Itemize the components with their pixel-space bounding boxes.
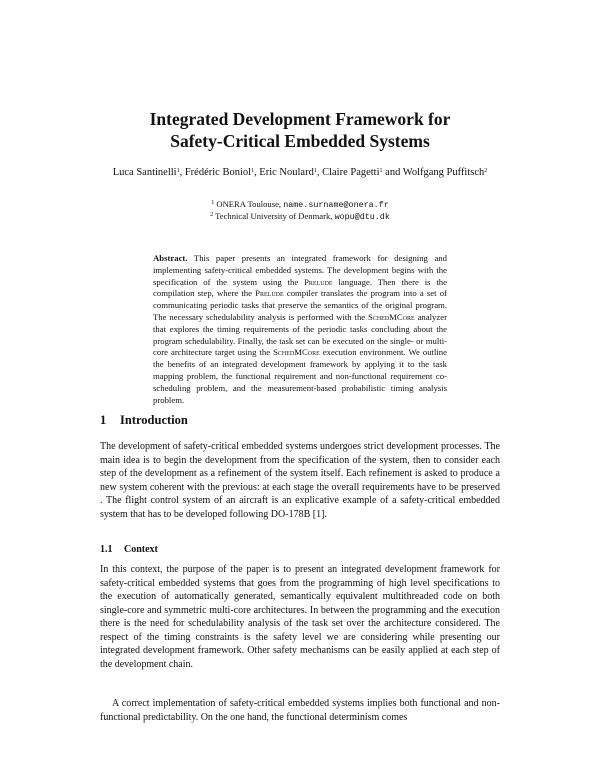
author-puffitsch-affil: 2 (484, 168, 488, 174)
affiliation-2-email: wopu@dtu.dk (334, 212, 390, 222)
affiliation-1-name: ONERA Toulouse, (216, 199, 282, 209)
section-1-number: 1 (100, 413, 107, 427)
affiliation-2 (0, 210, 600, 223)
abstract (153, 253, 447, 406)
subsection-1-1-number: 1.1 (100, 544, 113, 555)
author-list (100, 166, 500, 179)
paper-title-line-1: Integrated Development Framework for (149, 109, 451, 129)
affiliation-2-mark: 2 (210, 212, 214, 218)
author-noulard: , Eric Noulard (254, 167, 314, 178)
abstract-prelude-1: Prelude (304, 276, 333, 287)
author-puffitsch: and Wolfgang Puffitsch (382, 167, 485, 178)
abstract-text-5: execution environment. We outline the benefits of an integrated development framework by applying it to the task mapping problem, the functional requirement and non-functional requirement co-scheduling problem, and the measurement-based probabilistic timing analysis problem. (153, 347, 447, 405)
abstract-schedmcore-1: SchedMCore (368, 311, 415, 322)
affiliation-1-mark: 1 (211, 200, 215, 206)
section-1-title: Introduction (120, 413, 188, 427)
abstract-text-1: This paper presents an integrated framework for designing and implementing safety-critical embedded systems. The development begins with the specification of the system using the (153, 253, 447, 287)
abstract-text-4: analyzer that explores the timing requirements of the periodic tasks concluding about the program schedulability. Finally, the task set can be executed on the single- or multi-core architecture target using the (153, 311, 447, 358)
author-pagetti: , Claire Pagetti (316, 167, 380, 178)
abstract-text-2: language. Then there is the compilation step, where the (153, 276, 447, 299)
author-boniol-affil: 1 (251, 168, 255, 174)
affiliation-2-name: Technical University of Denmark, (215, 211, 333, 221)
paper-title-line-2: Safety-Critical Embedded Systems (170, 131, 430, 151)
affiliation-1-email: name.surname@onera.fr (283, 200, 389, 210)
context-paragraph-1: In this context, the purpose of the paper is to present an integrated development framework for safety-critical embedded systems that goes from the programming of high level specifications to the execution of automatically generated, semantically equivalent multithreaded code on both single-core and symmetric multi-core architectures. In between the programming and the execution there is the need for schedulability analysis of the task set over the architecture considered. The respect of the timing constraints is the safety level we are considering while presenting our integrated development framework. Other safety mechanisms can be easily applied at each step of the development chain. (100, 564, 500, 670)
section-1-heading (100, 413, 188, 428)
author-santinelli: Luca Santinelli (112, 167, 177, 178)
subsection-1-1-title: Context (124, 544, 158, 555)
abstract-schedmcore-2: SchedMCore (273, 347, 320, 358)
introduction-paragraph: The development of safety-critical embedded systems undergoes strict development processes. The main idea is to begin the development from the specification of the system, then to consider each step of the development as a refinement of the system itself. Each refinement is asked to produce a new system coherent with the previous: at each stage the overall requirements have to be preserved . The flight control system of an aircraft is an explicative example of a safety-critical embedded system that has to be developed following DO-178B [1]. (100, 441, 500, 520)
author-boniol: , Frédéric Boniol (179, 167, 252, 178)
subsection-1-1-heading (100, 544, 158, 555)
abstract-label: Abstract. (153, 253, 188, 263)
context-paragraph-2: A correct implementation of safety-critical embedded systems implies both functional and non-functional predictability. On the one hand, the functional determinism comes (100, 698, 500, 723)
abstract-text-3: compiler translates the program into a set of communicating periodic tasks that preserve the semantics of the original program. The necessary schedulability analysis is performed with the (153, 288, 447, 322)
abstract-prelude-2: Prelude (255, 288, 284, 299)
author-pagetti-affil: 1 (379, 168, 383, 174)
author-santinelli-affil: 1 (176, 168, 180, 174)
author-noulard-affil: 1 (313, 168, 317, 174)
